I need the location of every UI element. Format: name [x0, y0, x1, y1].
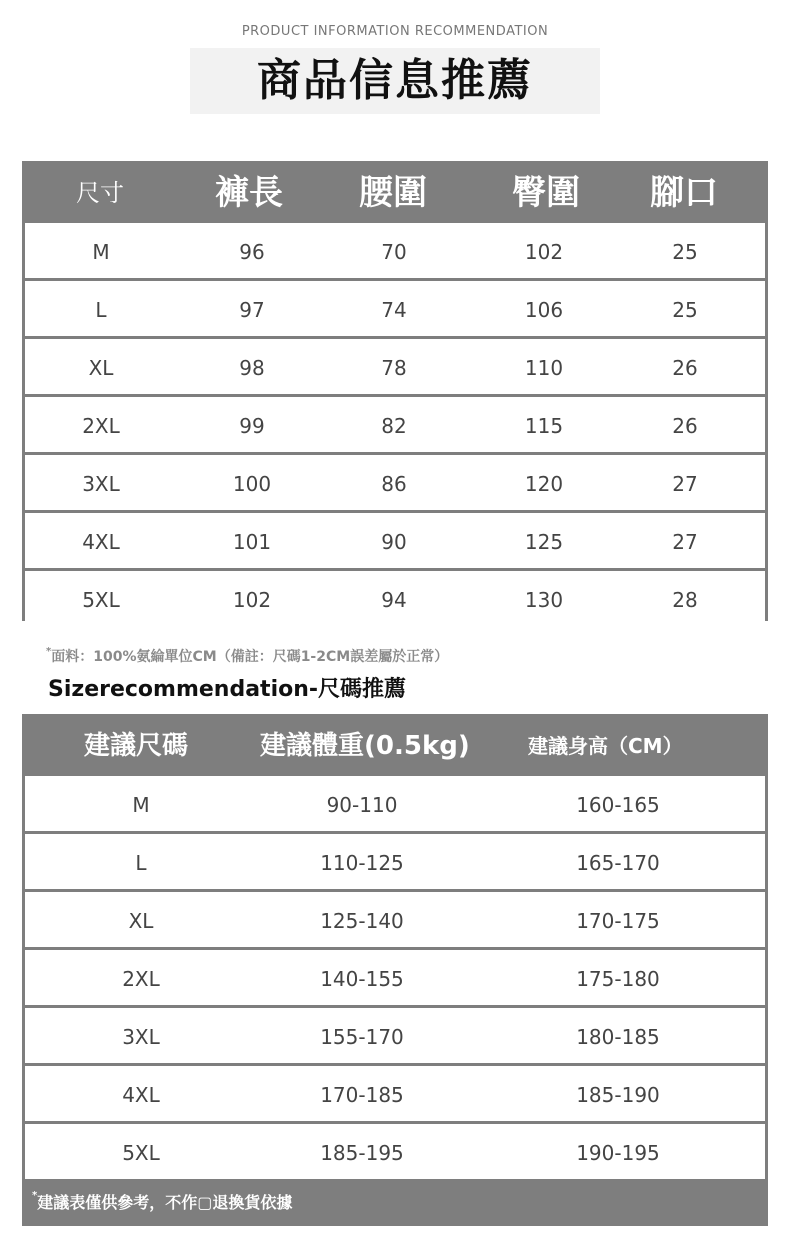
table-cell: 94 [381, 588, 407, 612]
table-cell: 175-180 [576, 967, 660, 991]
footer-note: *建議表僅供參考，不作▢退換貨依據 [32, 1190, 293, 1212]
column-header-hip: 臀圍 [512, 173, 580, 213]
table-cell: 100 [232, 472, 272, 496]
column-header-waist: 腰圍 [359, 173, 427, 213]
page-subtitle: PRODUCT INFORMATION RECOMMENDATION [241, 24, 549, 39]
measurement-table-header [22, 161, 768, 223]
table-cell: 97 [239, 298, 265, 322]
table-cell: 25 [672, 240, 698, 264]
table-cell: 5XL [122, 1141, 160, 1165]
column-header-size: 尺寸 [76, 179, 124, 207]
table-cell: M [92, 240, 110, 264]
recommendation-row [25, 776, 765, 831]
measurement-row [25, 223, 765, 278]
table-cell: 110-125 [320, 851, 404, 875]
column-header-recommended-size: 建議尺碼 [84, 731, 189, 761]
table-cell: M [132, 793, 150, 817]
recommendation-row [25, 950, 765, 1005]
page-title: 商品信息推薦 [257, 55, 533, 106]
table-cell: 120 [524, 472, 564, 496]
column-header-hem: 腳口 [650, 173, 718, 213]
table-cell: 102 [232, 588, 272, 612]
recommendation-table-body [25, 776, 765, 1182]
table-cell: 4XL [122, 1083, 160, 1107]
table-cell: 130 [524, 588, 564, 612]
measurement-table [22, 161, 768, 621]
table-cell: 99 [239, 414, 265, 438]
table-cell: 3XL [82, 472, 120, 496]
table-cell: 78 [381, 356, 407, 380]
table-cell: 165-170 [576, 851, 660, 875]
table-cell: 185-195 [320, 1141, 404, 1165]
table-cell: 26 [672, 356, 698, 380]
table-cell: 28 [672, 588, 698, 612]
table-cell: 2XL [122, 967, 160, 991]
measurement-row [25, 397, 765, 452]
fabric-note: *面料：100%氨綸單位CM（備註：尺碼1-2CM誤差屬於正常） [46, 646, 449, 665]
table-cell: 160-165 [576, 793, 660, 817]
table-cell: L [95, 298, 107, 322]
table-cell: 190-195 [576, 1141, 660, 1165]
column-header-recommended-weight: 建議體重(0.5kg) [260, 731, 470, 761]
measurement-row [25, 571, 765, 626]
table-cell: 155-170 [320, 1025, 404, 1049]
table-cell: 125-140 [320, 909, 404, 933]
table-cell: 125 [524, 530, 564, 554]
column-header-length: 褲長 [215, 173, 283, 213]
table-cell: 106 [524, 298, 564, 322]
table-cell: 70 [381, 240, 407, 264]
recommendation-heading: Sizerecommendation-尺碼推薦 [48, 677, 407, 702]
table-cell: 27 [672, 472, 698, 496]
measurement-row [25, 339, 765, 394]
table-cell: 74 [381, 298, 407, 322]
table-cell: XL [88, 356, 114, 380]
table-cell: 96 [239, 240, 265, 264]
column-header-recommended-height: 建議身高（CM） [528, 734, 683, 758]
measurement-row [25, 513, 765, 568]
table-cell: 27 [672, 530, 698, 554]
recommendation-table [22, 714, 768, 1226]
table-cell: 25 [672, 298, 698, 322]
table-cell: XL [128, 909, 154, 933]
recommendation-row [25, 1124, 765, 1179]
table-cell: 101 [232, 530, 272, 554]
table-cell: 102 [524, 240, 564, 264]
table-cell: 115 [524, 414, 564, 438]
recommendation-row [25, 892, 765, 947]
measurement-row [25, 455, 765, 510]
recommendation-row [25, 1066, 765, 1121]
table-cell: 180-185 [576, 1025, 660, 1049]
table-cell: 4XL [82, 530, 120, 554]
table-cell: 5XL [82, 588, 120, 612]
table-cell: 140-155 [320, 967, 404, 991]
measurement-table-body [25, 223, 765, 629]
table-cell: 26 [672, 414, 698, 438]
table-cell: 82 [381, 414, 407, 438]
recommendation-row [25, 834, 765, 889]
table-cell: 185-190 [576, 1083, 660, 1107]
recommendation-row [25, 1008, 765, 1063]
table-cell: 3XL [122, 1025, 160, 1049]
table-cell: 90-110 [326, 793, 398, 817]
table-cell: 98 [239, 356, 265, 380]
table-cell: 2XL [82, 414, 120, 438]
table-cell: 90 [381, 530, 407, 554]
table-cell: L [135, 851, 147, 875]
title-banner [190, 48, 600, 114]
measurement-row [25, 281, 765, 336]
table-cell: 86 [381, 472, 407, 496]
table-cell: 110 [524, 356, 564, 380]
table-cell: 170-175 [576, 909, 660, 933]
table-cell: 170-185 [320, 1083, 404, 1107]
recommendation-table-header [22, 714, 768, 776]
